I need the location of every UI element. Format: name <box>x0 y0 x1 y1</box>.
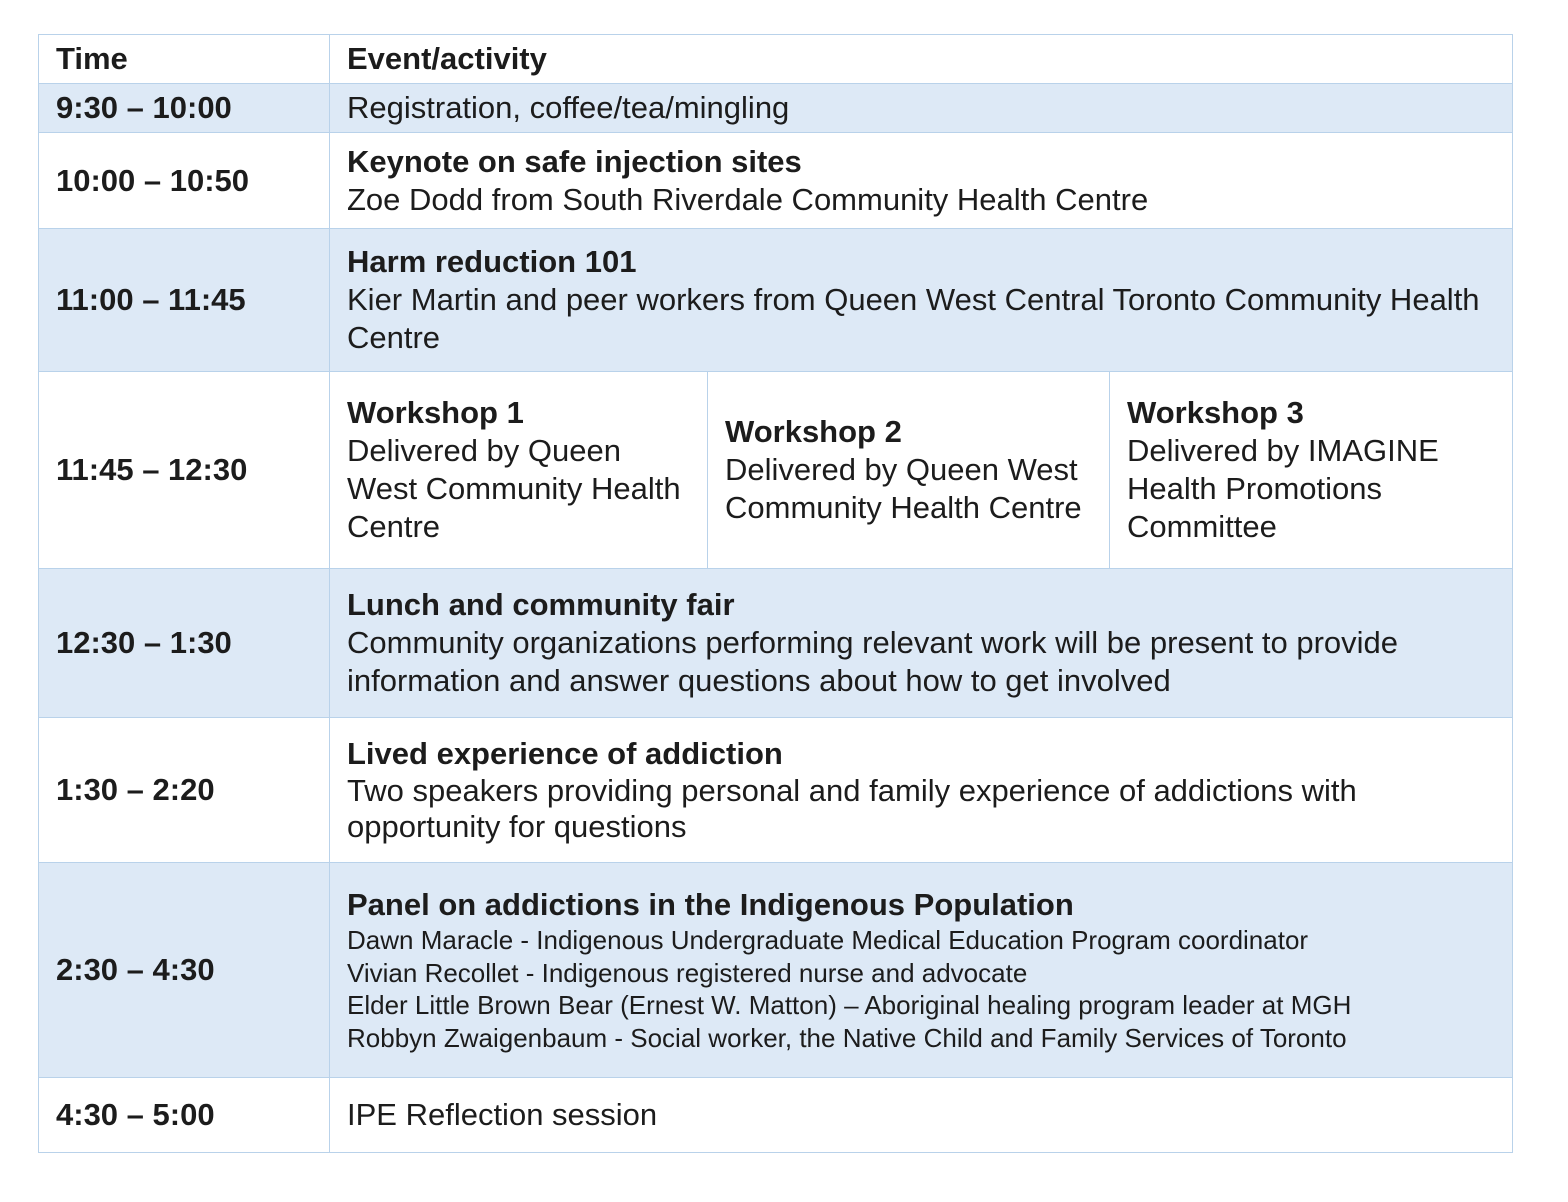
event-title: Panel on addictions in the Indigenous Population <box>347 887 1074 922</box>
agenda-table <box>38 34 1513 1153</box>
row-time: 9:30 – 10:00 <box>39 84 330 133</box>
table-row <box>39 372 1513 569</box>
panelist: Robbyn Zwaigenbaum - Social worker, the Native Child and Family Services of Toronto <box>347 1022 1347 1053</box>
table-row <box>39 718 1513 863</box>
row-time: 2:30 – 4:30 <box>39 863 330 1078</box>
table-row <box>39 133 1513 229</box>
workshop-title: Workshop 3 <box>1127 395 1304 430</box>
row-event <box>330 569 1513 718</box>
event-title: Keynote on safe injection sites <box>347 143 802 179</box>
row-time: 11:00 – 11:45 <box>39 229 330 372</box>
header-time: Time <box>39 35 330 84</box>
table-row <box>39 863 1513 1078</box>
workshop-desc: Delivered by Queen West Community Health Centre <box>347 433 681 544</box>
event-text: IPE Reflection session <box>347 1097 658 1132</box>
table-row <box>39 569 1513 718</box>
row-event <box>330 229 1513 372</box>
table-row <box>39 84 1513 133</box>
table-row <box>39 229 1513 372</box>
panelist: Dawn Maracle - Indigenous Undergraduate Medical Education Program coordinator <box>347 925 1309 955</box>
row-time: 11:45 – 12:30 <box>39 372 330 569</box>
event-title: Lived experience of addiction <box>347 736 783 771</box>
workshop-2 <box>708 372 1110 569</box>
row-event <box>330 133 1513 229</box>
row-event <box>330 84 1513 133</box>
row-time: 10:00 – 10:50 <box>39 133 330 229</box>
header-row <box>39 35 1513 84</box>
workshop-1 <box>330 372 708 569</box>
table-row <box>39 1078 1513 1153</box>
event-desc: Kier Martin and peer workers from Queen West Central Toronto Community Health Centre <box>347 282 1480 355</box>
panelist: Vivian Recollet - Indigenous registered nurse and advocate <box>347 957 1028 988</box>
row-event <box>330 863 1513 1078</box>
panelist: Elder Little Brown Bear (Ernest W. Matton) – Aboriginal healing program leader at MGH <box>347 990 1352 1020</box>
row-event <box>330 1078 1513 1153</box>
row-time: 1:30 – 2:20 <box>39 718 330 863</box>
event-title: Harm reduction 101 <box>347 244 637 279</box>
row-event <box>330 718 1513 863</box>
event-desc: Zoe Dodd from South Riverdale Community Health Centre <box>347 181 1149 217</box>
event-desc: Two speakers providing personal and family experience of addictions with opportunity for questions <box>347 773 1357 844</box>
workshop-3 <box>1110 372 1513 569</box>
event-title: Lunch and community fair <box>347 587 735 622</box>
header-event: Event/activity <box>330 35 1513 84</box>
event-text: Registration, coffee/tea/mingling <box>347 90 790 125</box>
event-desc: Community organizations performing relevant work will be present to provide information and answer questions about how to get involved <box>347 625 1399 698</box>
row-time: 12:30 – 1:30 <box>39 569 330 718</box>
row-time: 4:30 – 5:00 <box>39 1078 330 1153</box>
workshop-title: Workshop 2 <box>725 414 902 449</box>
workshop-desc: Delivered by IMAGINE Health Promotions Committee <box>1127 433 1439 544</box>
workshop-desc: Delivered by Queen West Community Health Centre <box>725 452 1082 525</box>
workshop-title: Workshop 1 <box>347 395 524 430</box>
